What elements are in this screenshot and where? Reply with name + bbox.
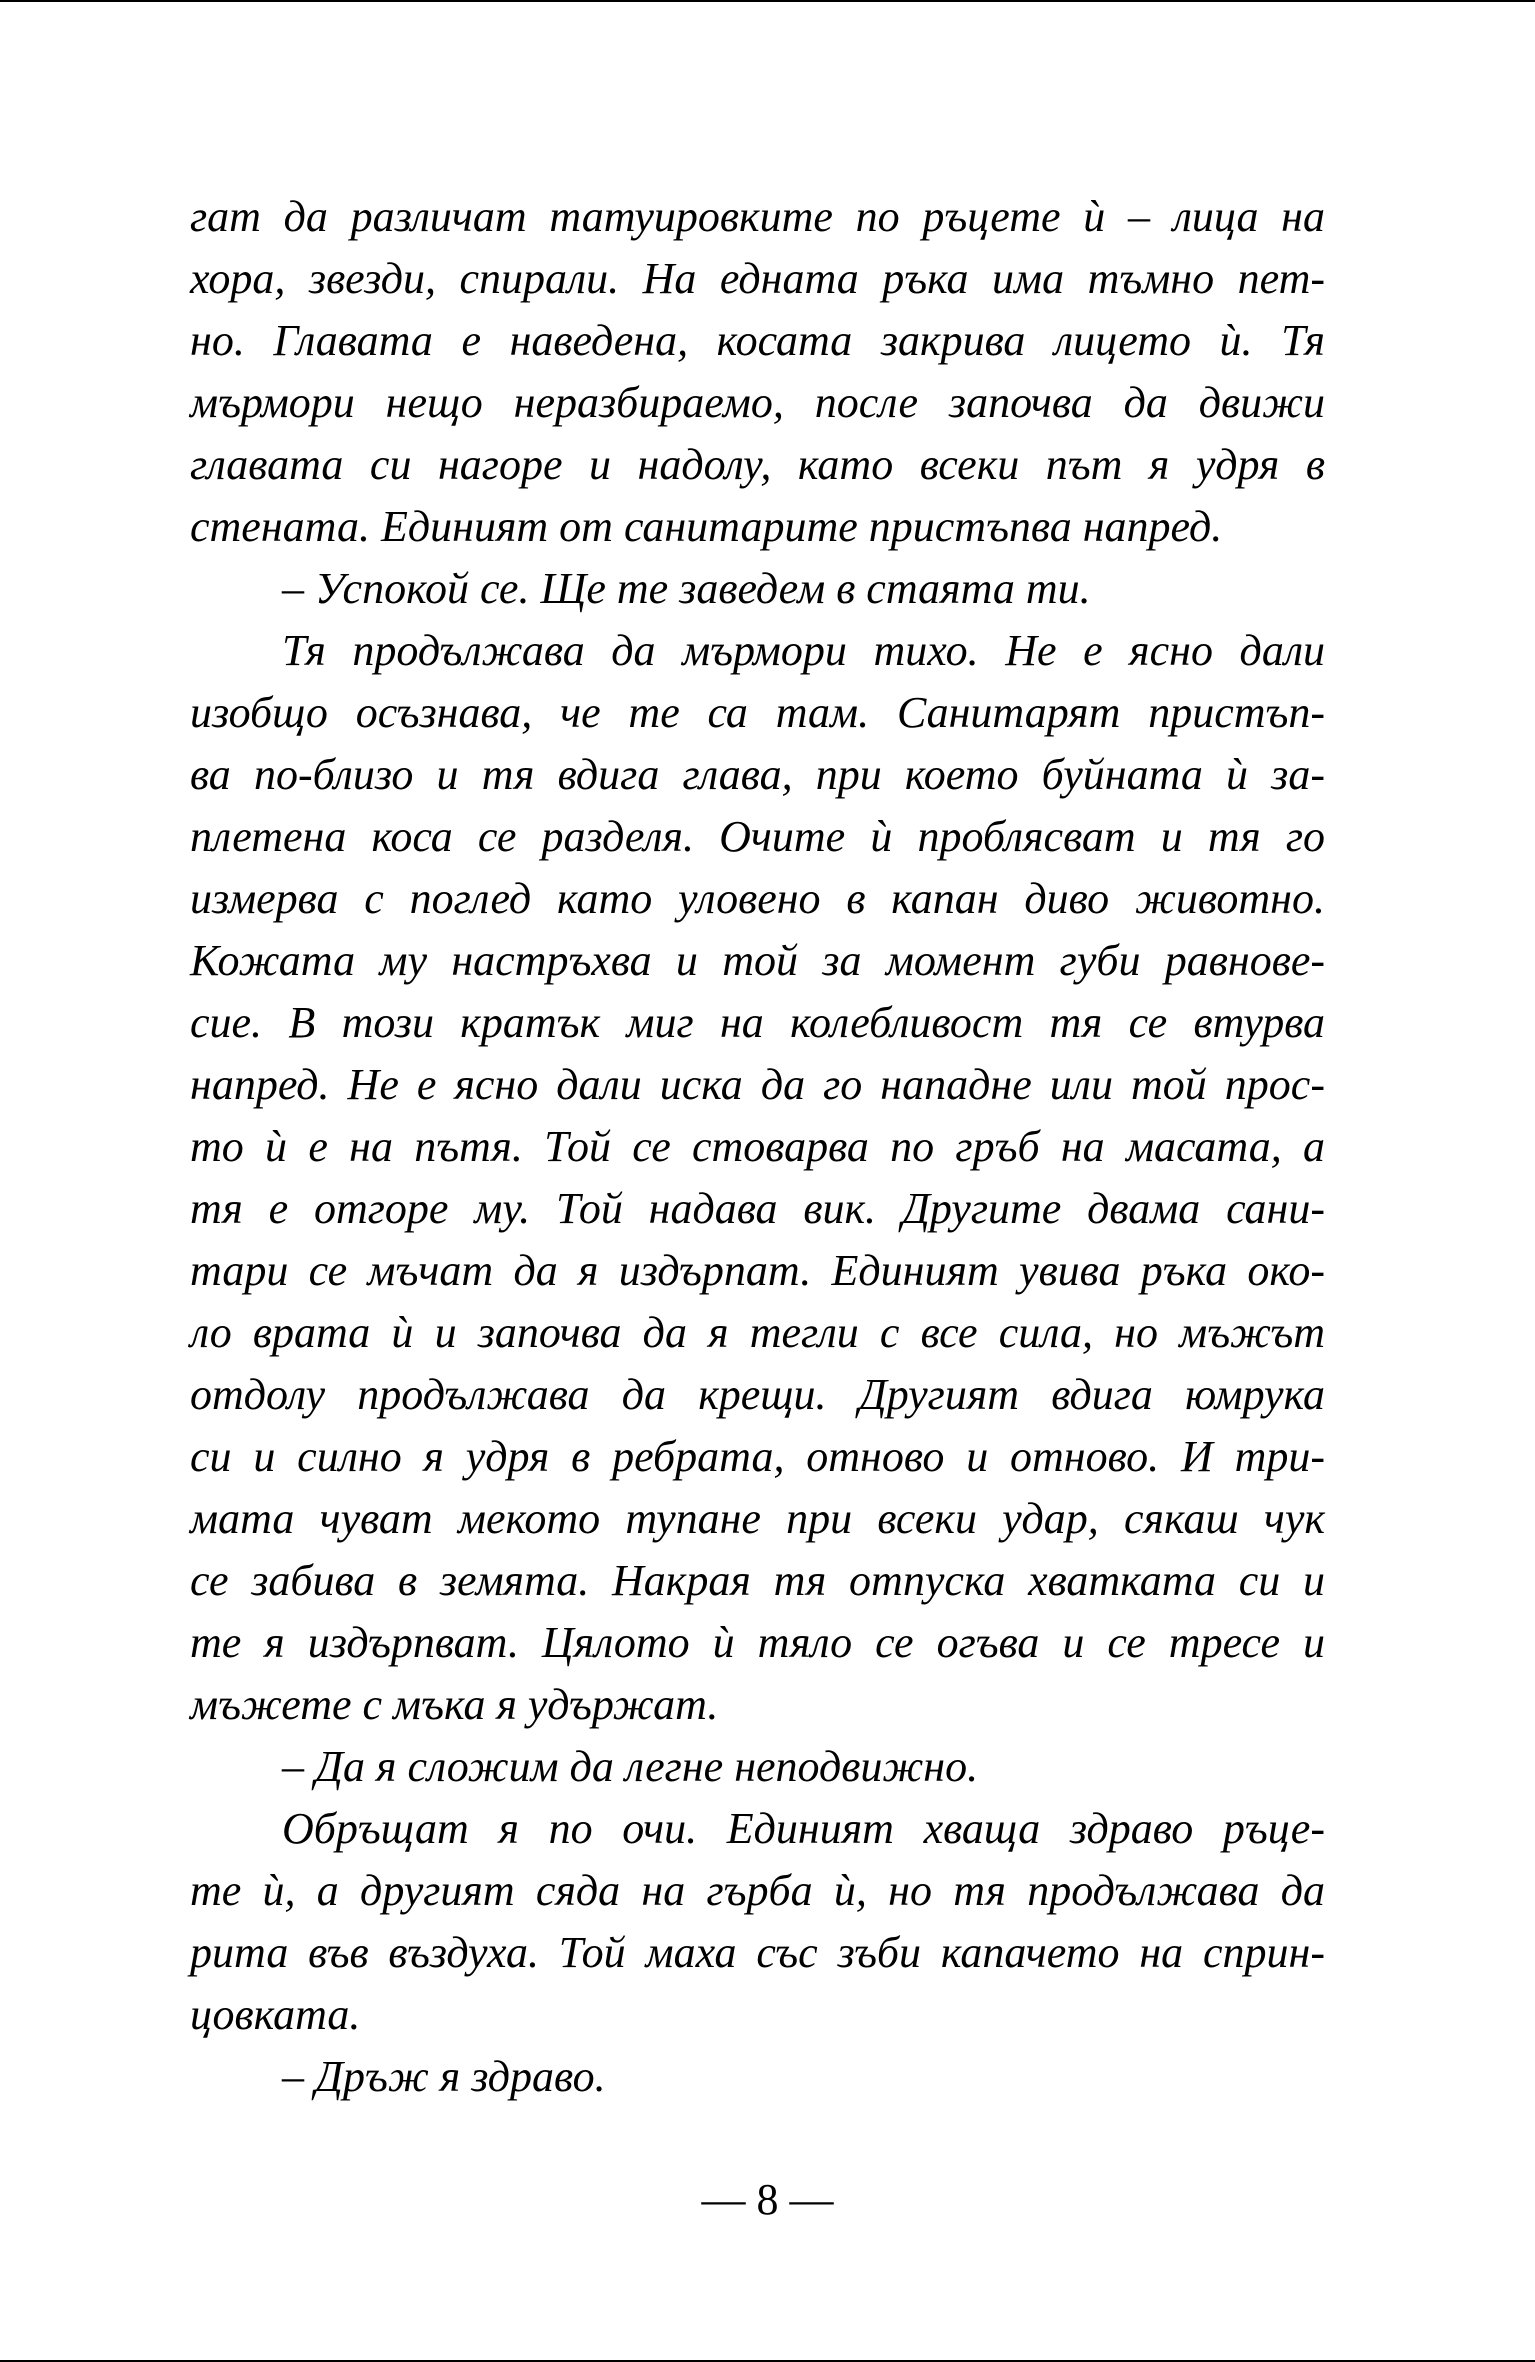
text-line: си и силно я удря в ребрата, отново и отново. И три-: [190, 1432, 1325, 1481]
text-line: стената. Единият от санитарите пристъпва напред.: [190, 502, 1223, 551]
text-line: ло врата ѝ и започва да я тегли с все сила, но мъжът: [190, 1308, 1325, 1357]
text-line: напред. Не е ясно дали иска да го нападне или той прос-: [190, 1060, 1325, 1109]
text-line: отдолу продължава да крещи. Другият вдига юмрука: [190, 1370, 1325, 1419]
text-line: плетена коса се разделя. Очите ѝ проблясват и тя го: [190, 812, 1325, 861]
text-line: се забива в земята. Накрая тя отпуска хватката си и: [190, 1556, 1325, 1605]
text-line: измерва с поглед като уловено в капан диво животно.: [190, 874, 1325, 923]
dialogue-line: – Дръж я здраво.: [282, 2052, 606, 2101]
text-line: те ѝ, а другият сяда на гърба ѝ, но тя продължава да: [190, 1866, 1325, 1915]
text-line: изобщо осъзнава, че те са там. Санитарят пристъп-: [190, 688, 1325, 737]
text-line: но. Главата е наведена, косата закрива лицето ѝ. Тя: [190, 316, 1325, 365]
text-line: мата чуват мекото тупане при всеки удар, сякаш чук: [190, 1494, 1325, 1543]
text-line: сие. В този кратък миг на колебливост тя се втурва: [190, 998, 1325, 1047]
text-line: те я издърпват. Цялото ѝ тяло се огъва и се тресе и: [190, 1618, 1325, 1667]
page-number: — 8 —: [701, 2175, 834, 2224]
text-line: цовката.: [190, 1990, 361, 2039]
text-line: хора, звезди, спирали. На едната ръка има тъмно пет-: [190, 254, 1325, 303]
body-text: [190, 186, 1325, 2108]
text-line: тари се мъчат да я издърпат. Единият увива ръка око-: [190, 1246, 1325, 1295]
text-line: ва по-близо и тя вдига глава, при което буйната ѝ за-: [190, 750, 1325, 799]
text-line: мъжете с мъка я удържат.: [190, 1680, 719, 1729]
dialogue-line: – Да я сложим да легне неподвижно.: [282, 1742, 979, 1791]
dialogue-line: – Успокой се. Ще те заведем в стаята ти.: [282, 564, 1091, 613]
text-line: то ѝ е на пътя. Той се стоварва по гръб на масата, а: [190, 1122, 1325, 1171]
text-line: главата си нагоре и надолу, като всеки път я удря в: [190, 440, 1325, 489]
text-line: тя е отгоре му. Той надава вик. Другите двама сани-: [190, 1184, 1325, 1233]
text-line: мърмори нещо неразбираемо, после започва да движи: [190, 378, 1325, 427]
text-line: Обръщат я по очи. Единият хваща здраво ръце-: [282, 1804, 1325, 1853]
text-line: Кожата му настръхва и той за момент губи равнове-: [190, 936, 1325, 985]
text-line: гат да различат татуировките по ръцете ѝ – лица на: [190, 192, 1325, 241]
text-line: Тя продължава да мърмори тихо. Не е ясно дали: [282, 626, 1325, 675]
text-line: рита във въздуха. Той маха със зъби капачето на сприн-: [190, 1928, 1325, 1977]
